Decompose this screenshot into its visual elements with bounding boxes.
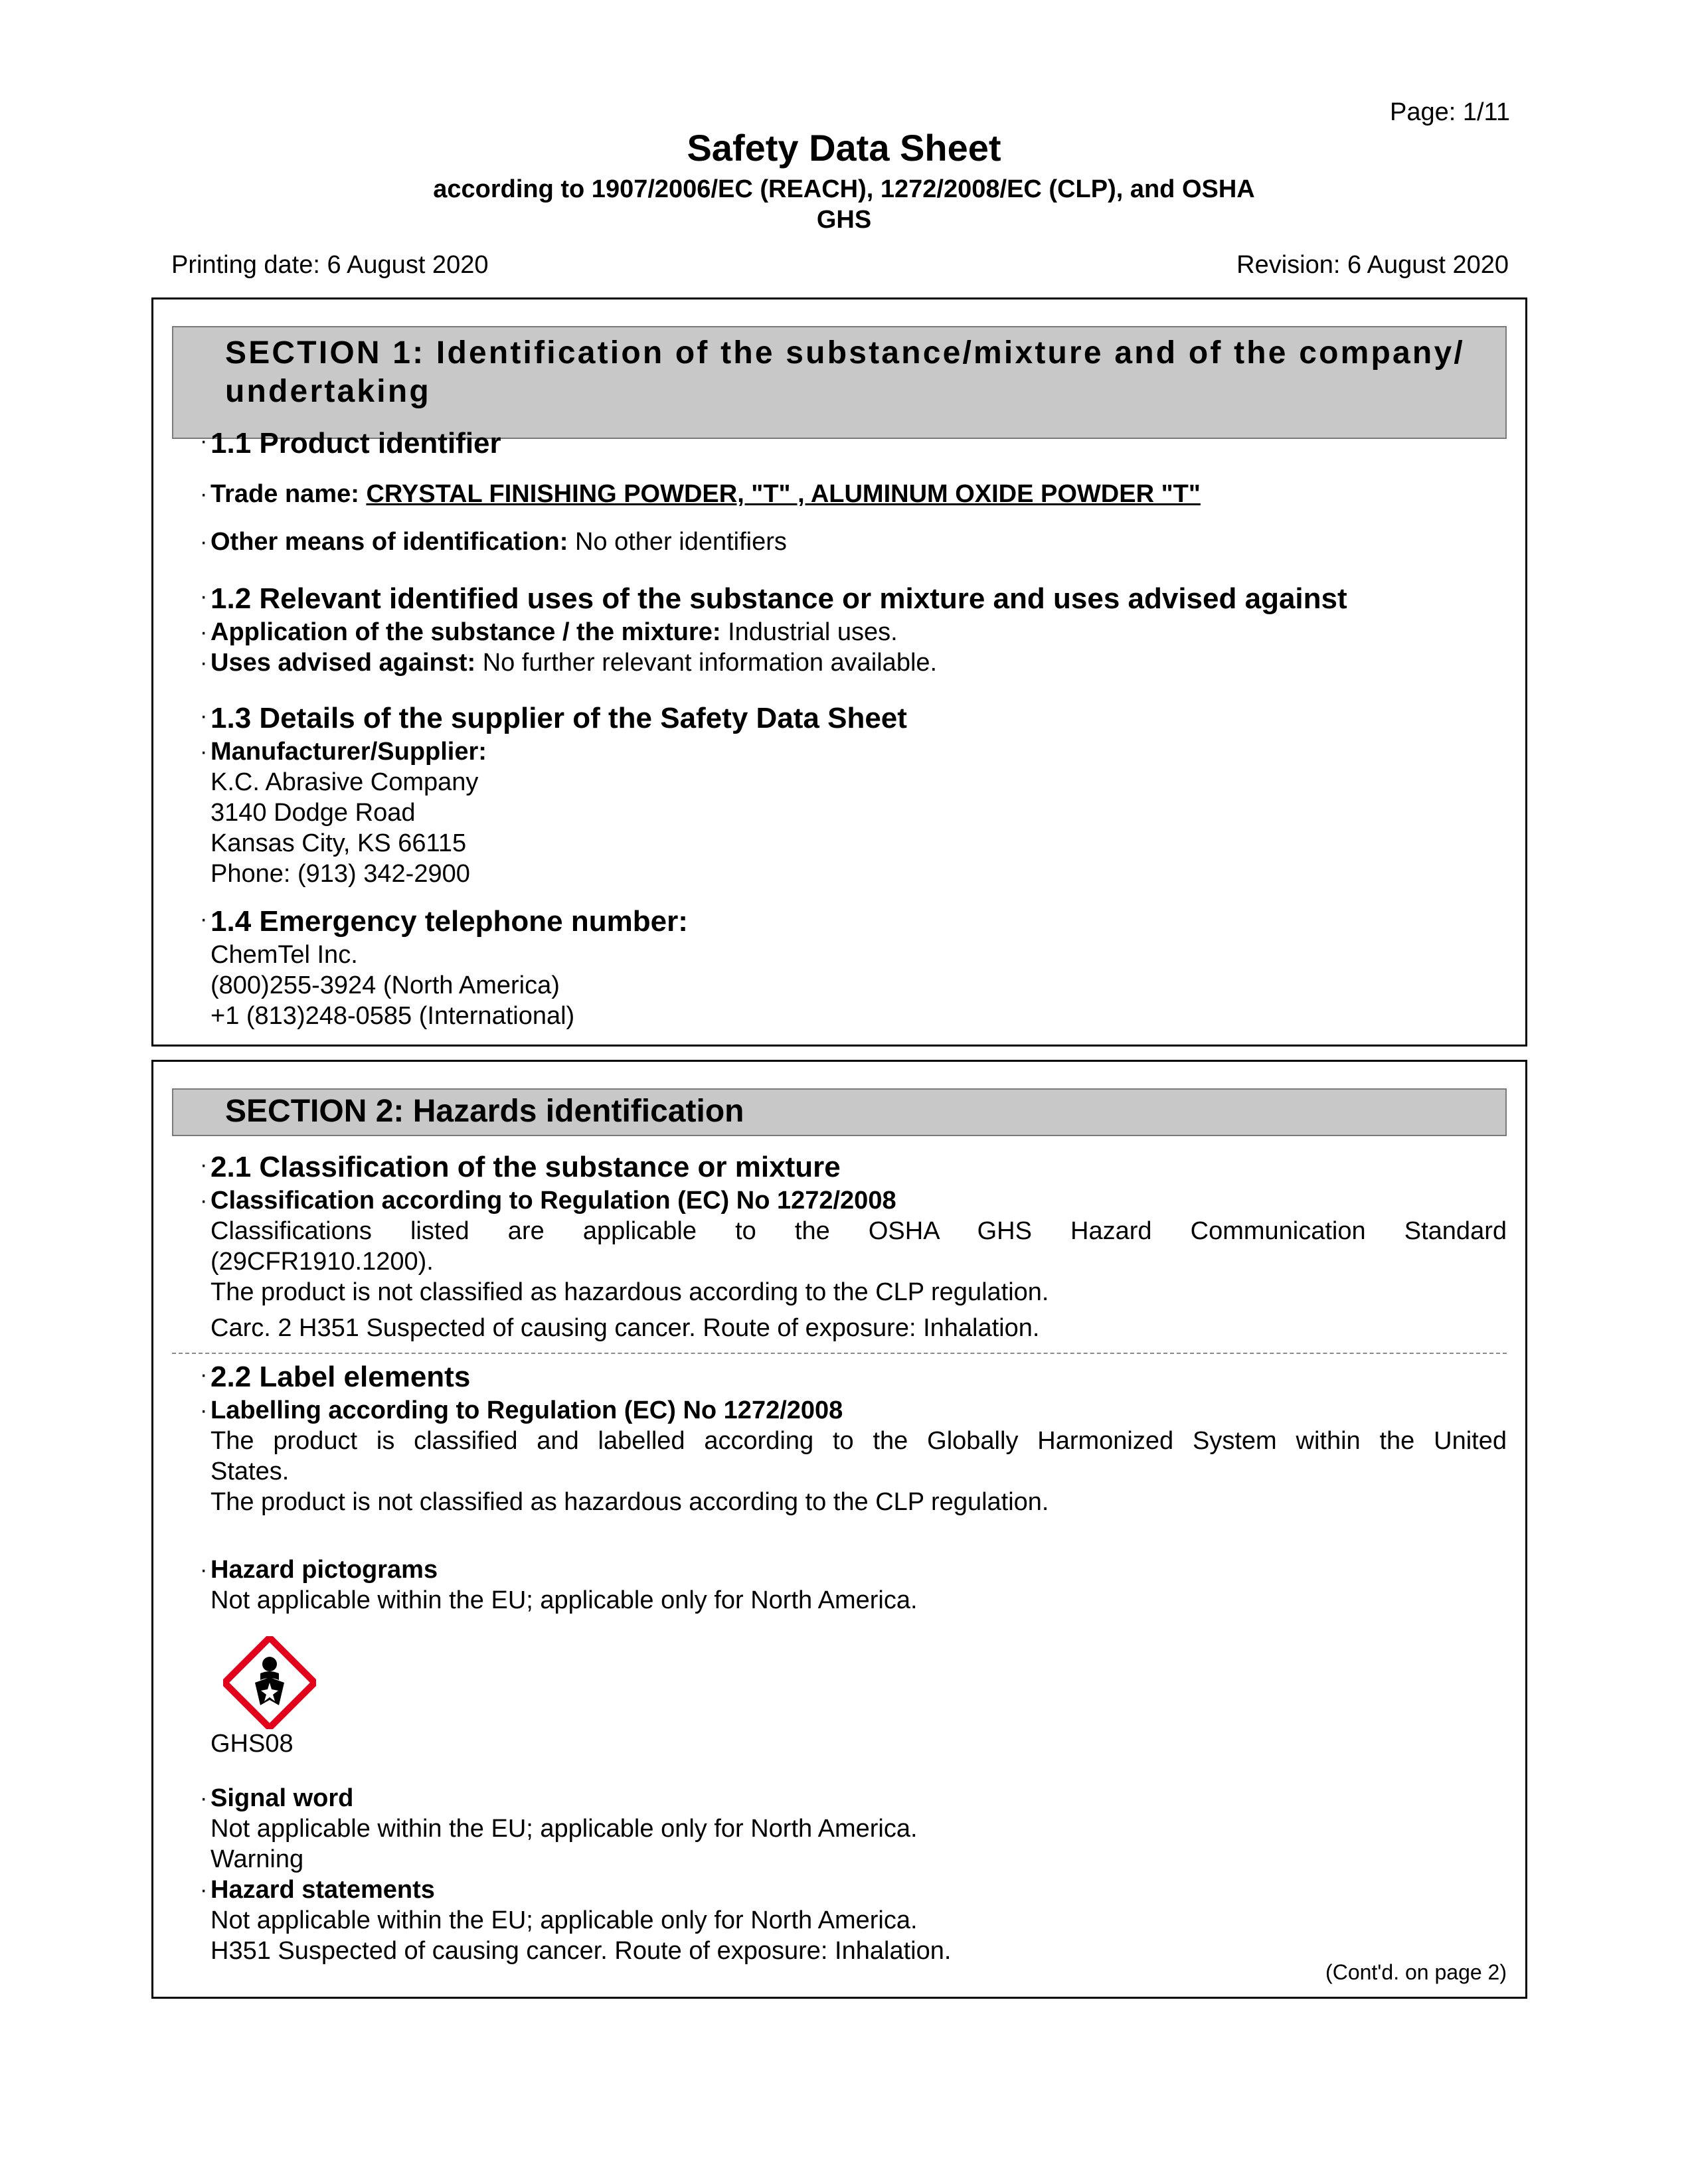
bullet-dot: · <box>200 529 208 554</box>
pictograms-note: Not applicable within the EU; applicable only for North America. <box>211 1586 918 1614</box>
emergency-line: ChemTel Inc. <box>211 941 358 969</box>
application-row <box>200 617 1507 647</box>
emergency-block <box>200 904 1507 1031</box>
other-means-label: Other means of identification: <box>211 528 568 556</box>
ghs08-pictogram <box>223 1636 316 1729</box>
continued-note: (Cont'd. on page 2) <box>1325 1960 1507 1984</box>
bullet-dot: · <box>200 1557 208 1582</box>
section-1-heading-line-2: undertaking <box>225 374 431 409</box>
subsection-2-2-title: 2.2 Label elements <box>211 1361 471 1393</box>
hazard-statements-row <box>200 1875 1507 1905</box>
classification-line-1: Classifications listed are applicable to the OSHA GHS Hazard Communication Standard <box>211 1217 1507 1245</box>
signal-word-block <box>200 1783 1507 1966</box>
trade-name-value: CRYSTAL FINISHING POWDER, "T" , ALUMINUM OXIDE POWDER "T" <box>366 480 1201 508</box>
supplier-line: 3140 Dodge Road <box>211 799 416 827</box>
application-label: Application of the substance / the mixture: <box>211 618 721 646</box>
hazard-statement-h351: H351 Suspected of causing cancer. Route of exposure: Inhalation. <box>211 1937 952 1965</box>
trade-name-label: Trade name: <box>211 480 359 508</box>
manufacturer-label: Manufacturer/Supplier: <box>211 738 487 766</box>
document-subtitle <box>0 174 1688 235</box>
relevant-uses-block <box>200 581 1507 678</box>
labelling-label: Labelling according to Regulation (EC) No 1272/2008 <box>211 1396 843 1424</box>
subsection-1-4-title: 1.4 Emergency telephone number: <box>211 905 688 938</box>
section-1-box <box>151 297 1527 1047</box>
hazard-statements-label: Hazard statements <box>211 1876 435 1904</box>
bullet-dot: · <box>200 1877 208 1902</box>
bullet-dot: · <box>200 620 208 645</box>
advised-against-row <box>200 647 1507 678</box>
subsection-2-1-title: 2.1 Classification of the substance or mixture <box>211 1151 841 1183</box>
classification-label: Classification according to Regulation (EC) No 1272/2008 <box>211 1187 896 1215</box>
subsection-1-3-title: 1.3 Details of the supplier of the Safety Data Sheet <box>211 702 907 734</box>
supplier-line: Kansas City, KS 66115 <box>211 829 467 857</box>
classification-line-2: (29CFR1910.1200). <box>211 1248 434 1276</box>
section-2-box <box>151 1060 1527 1999</box>
classification-block <box>200 1149 1507 1343</box>
bullet-dot: · <box>200 1786 208 1811</box>
section-divider <box>172 1353 1507 1354</box>
other-means-row <box>200 527 1507 557</box>
subtitle-line-1: according to 1907/2006/EC (REACH), 1272/2008/EC (CLP), and OSHA <box>433 175 1255 203</box>
advised-against-label: Uses advised against: <box>211 649 476 677</box>
revision-date: Revision: 6 August 2020 <box>1236 251 1509 279</box>
document-title: Safety Data Sheet <box>687 127 1001 169</box>
signal-word-note: Not applicable within the EU; applicable only for North America. <box>211 1815 918 1843</box>
carc-classification: Carc. 2 H351 Suspected of causing cancer. Route of exposure: Inhalation. <box>211 1314 1040 1342</box>
labelling-line-1: The product is classified and labelled according to the Globally Harmonized System within the United <box>211 1427 1507 1455</box>
bullet-dot: · <box>200 650 208 675</box>
product-identifier-block <box>200 426 1507 462</box>
pictogram-code: GHS08 <box>211 1730 294 1758</box>
labelling-label-row <box>200 1395 1507 1426</box>
printing-date: Printing date: 6 August 2020 <box>171 251 489 279</box>
supplier-line: Phone: (913) 342-2900 <box>211 860 470 888</box>
trade-name-row <box>200 479 1507 509</box>
labelling-line-2: States. <box>211 1458 290 1485</box>
supplier-line: K.C. Abrasive Company <box>211 768 479 796</box>
bullet-dot: · <box>200 739 208 764</box>
section-1-heading-line-1: SECTION 1: Identification of the substance/mixture and of the company/ <box>225 335 1465 371</box>
bullet-dot: · <box>200 584 208 609</box>
bullet-dot: · <box>200 703 208 728</box>
bullet-dot: · <box>200 1362 208 1387</box>
subtitle-line-2: GHS <box>816 206 872 234</box>
section-1-heading <box>172 326 1507 439</box>
not-classified-text: The product is not classified as hazardous according to the CLP regulation. <box>211 1278 1049 1306</box>
subsection-1-1-title: 1.1 Product identifier <box>211 427 501 460</box>
bullet-dot: · <box>200 481 208 507</box>
signal-word-value: Warning <box>211 1845 304 1873</box>
hazard-statements-note: Not applicable within the EU; applicable only for North America. <box>211 1906 918 1934</box>
emergency-line: +1 (813)248-0585 (International) <box>211 1002 575 1030</box>
bullet-dot: · <box>200 428 208 454</box>
section-2-heading: SECTION 2: Hazards identification <box>172 1088 1507 1136</box>
emergency-line: (800)255-3924 (North America) <box>211 971 560 999</box>
pictograms-label: Hazard pictograms <box>211 1556 438 1584</box>
supplier-block <box>200 701 1507 889</box>
page-number: Page: 1/11 <box>1389 98 1510 126</box>
signal-word-label: Signal word <box>211 1784 354 1812</box>
label-elements-block <box>200 1359 1507 1517</box>
manufacturer-row <box>200 736 1507 767</box>
health-hazard-icon <box>223 1636 316 1732</box>
bullet-dot: · <box>200 1152 208 1177</box>
classification-label-row <box>200 1185 1507 1216</box>
application-value: Industrial uses. <box>728 618 898 646</box>
bullet-dot: · <box>200 906 208 932</box>
not-classified-text-2: The product is not classified as hazardous according to the CLP regulation. <box>211 1488 1049 1516</box>
bullet-dot: · <box>200 1398 208 1423</box>
bullet-dot: · <box>200 1188 208 1213</box>
subsection-1-2-title: 1.2 Relevant identified uses of the substance or mixture and uses advised against <box>211 582 1347 615</box>
advised-against-value: No further relevant information available. <box>482 649 938 677</box>
pictograms-block <box>200 1554 1507 1616</box>
other-means-value: No other identifiers <box>574 528 787 556</box>
